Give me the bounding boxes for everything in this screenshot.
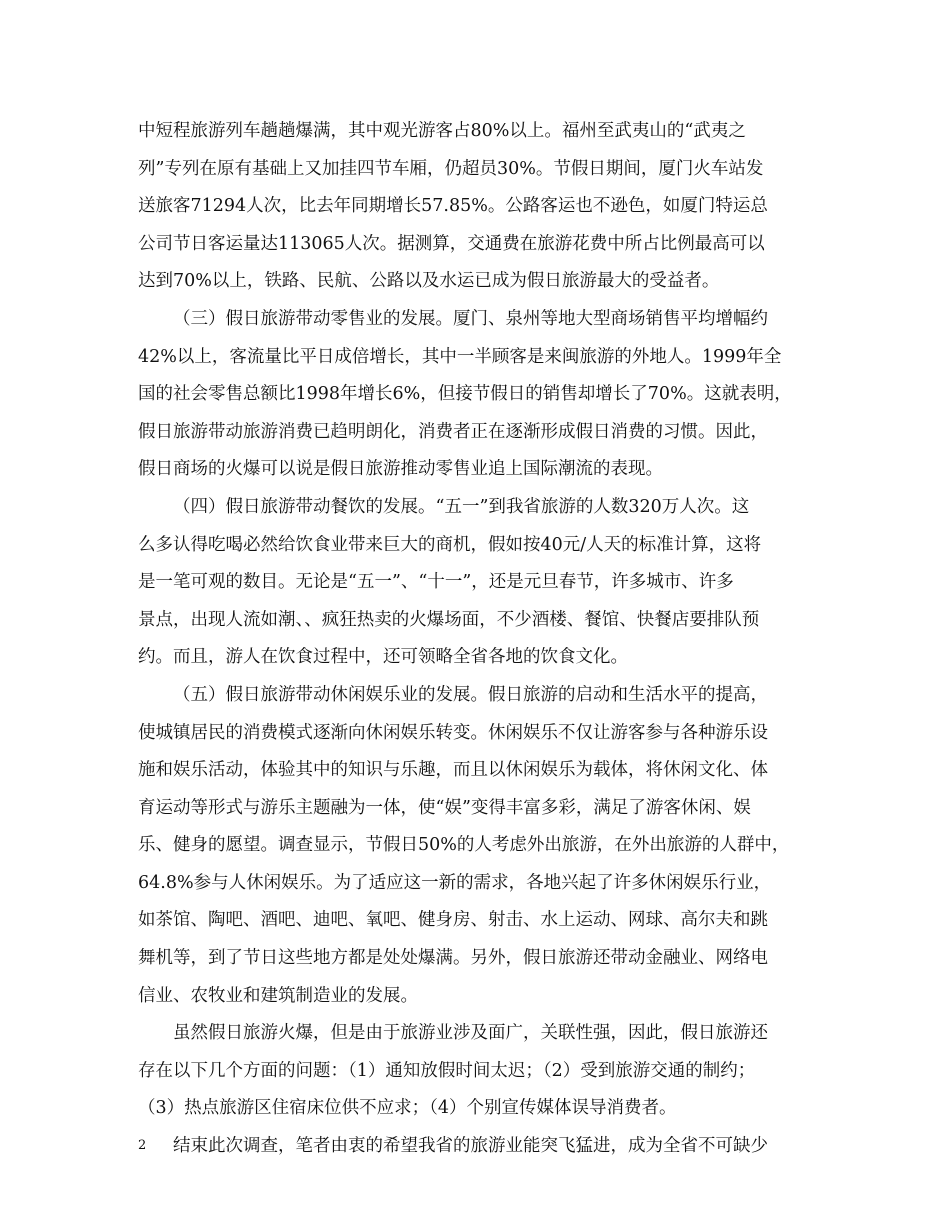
text-line: 国的社会零售总额比1998年增长6%，但接节假日的销售却增长了70%。这就表明， xyxy=(138,384,792,405)
text-line: 存在以下几个方面的问题：（1）通知放假时间太迟；（2）受到旅游交通的制约； xyxy=(138,1060,756,1081)
text-line: 公司节日客运量达113065人次。据测算，交通费在旅游花费中所占比例最高可以 xyxy=(138,233,765,254)
text-line: 是一笔可观的数目。无论是“五一”、“十一”，还是元旦春节，许多城市、许多 xyxy=(138,572,734,593)
page-number: 2 xyxy=(138,1138,147,1153)
text-line: 列”专列在原有基础上又加挂四节车厢，仍超员30%。节假日期间，厦门火车站发 xyxy=(138,158,764,179)
text-line: 乐、健身的愿望。调查显示，节假日50%的人考虑外出旅游，在外出旅游的人群中， xyxy=(138,835,790,856)
text-line: 施和娱乐活动，体验其中的知识与乐趣，而且以休闲娱乐为载体，将休闲文化、体 xyxy=(138,760,768,781)
text-line: 育运动等形式与游乐主题融为一体，使“娱”变得丰富多彩，满足了游客休闲、娱 xyxy=(138,797,751,818)
text-line: 结束此次调查，笔者由衷的希望我省的旅游业能突飞猛进，成为全省不可缺少 xyxy=(173,1136,768,1157)
text-line: 送旅客71294人次，比去年同期增长57.85%。公路客运也不逊色，如厦门特运总 xyxy=(138,196,768,217)
text-line: （五）假日旅游带动休闲娱乐业的发展。假日旅游的启动和生活水平的提高， xyxy=(173,684,768,705)
text-line: （3）热点旅游区住宿床位供不应求；（4）个别宣传媒体误导消费者。 xyxy=(138,1098,677,1119)
text-line: （三）假日旅游带动零售业的发展。厦门、泉州等地大型商场销售平均增幅约 xyxy=(173,308,768,329)
text-line: 如茶馆、陶吧、酒吧、迪吧、氧吧、健身房、射击、水上运动、网球、高尔夫和跳 xyxy=(138,910,768,931)
text-line: 42%以上，客流量比平日成倍增长，其中一半顾客是来闽旅游的外地人。1999年全 xyxy=(138,346,782,367)
text-line: 达到70%以上，铁路、民航、公路以及水运已成为假日旅游最大的受益者。 xyxy=(138,271,720,292)
text-line: （四）假日旅游带动餐饮的发展。“五一”到我省旅游的人数320万人次。这 xyxy=(173,496,750,517)
text-line: 使城镇居民的消费模式逐渐向休闲娱乐转变。休闲娱乐不仅让游客参与各种游乐设 xyxy=(138,722,768,743)
text-line: 景点，出现人流如潮、、疯狂热卖的火爆场面，不少酒楼、餐馆、快餐店要排队预 xyxy=(138,609,760,630)
text-line: 假日旅游带动旅游消费已趋明朗化，消费者正在逐渐形成假日消费的习惯。因此， xyxy=(138,421,768,442)
text-line: 舞机等，到了节日这些地方都是处处爆满。另外，假日旅游还带动金融业、网络电 xyxy=(138,948,768,969)
body-text xyxy=(138,113,828,1166)
text-line: 信业、农牧业和建筑制造业的发展。 xyxy=(138,985,418,1006)
text-line: 64.8%参与人休闲娱乐。为了适应这一新的需求，各地兴起了许多休闲娱乐行业， xyxy=(138,872,772,893)
text-line: 假日商场的火爆可以说是假日旅游推动零售业追上国际潮流的表现。 xyxy=(138,459,663,480)
text-line: 么多认得吃喝必然给饮食业带来巨大的商机，假如按40元/人天的标准计算，这将 xyxy=(138,534,762,555)
text-line: 约。而且，游人在饮食过程中，还可领略全省各地的饮食文化。 xyxy=(138,647,628,668)
text-line: 虽然假日旅游火爆，但是由于旅游业涉及面广，关联性强，因此，假日旅游还 xyxy=(173,1023,768,1044)
text-line: 中短程旅游列车趟趟爆满，其中观光游客占80%以上。福州至武夷山的“武夷之 xyxy=(138,121,746,141)
